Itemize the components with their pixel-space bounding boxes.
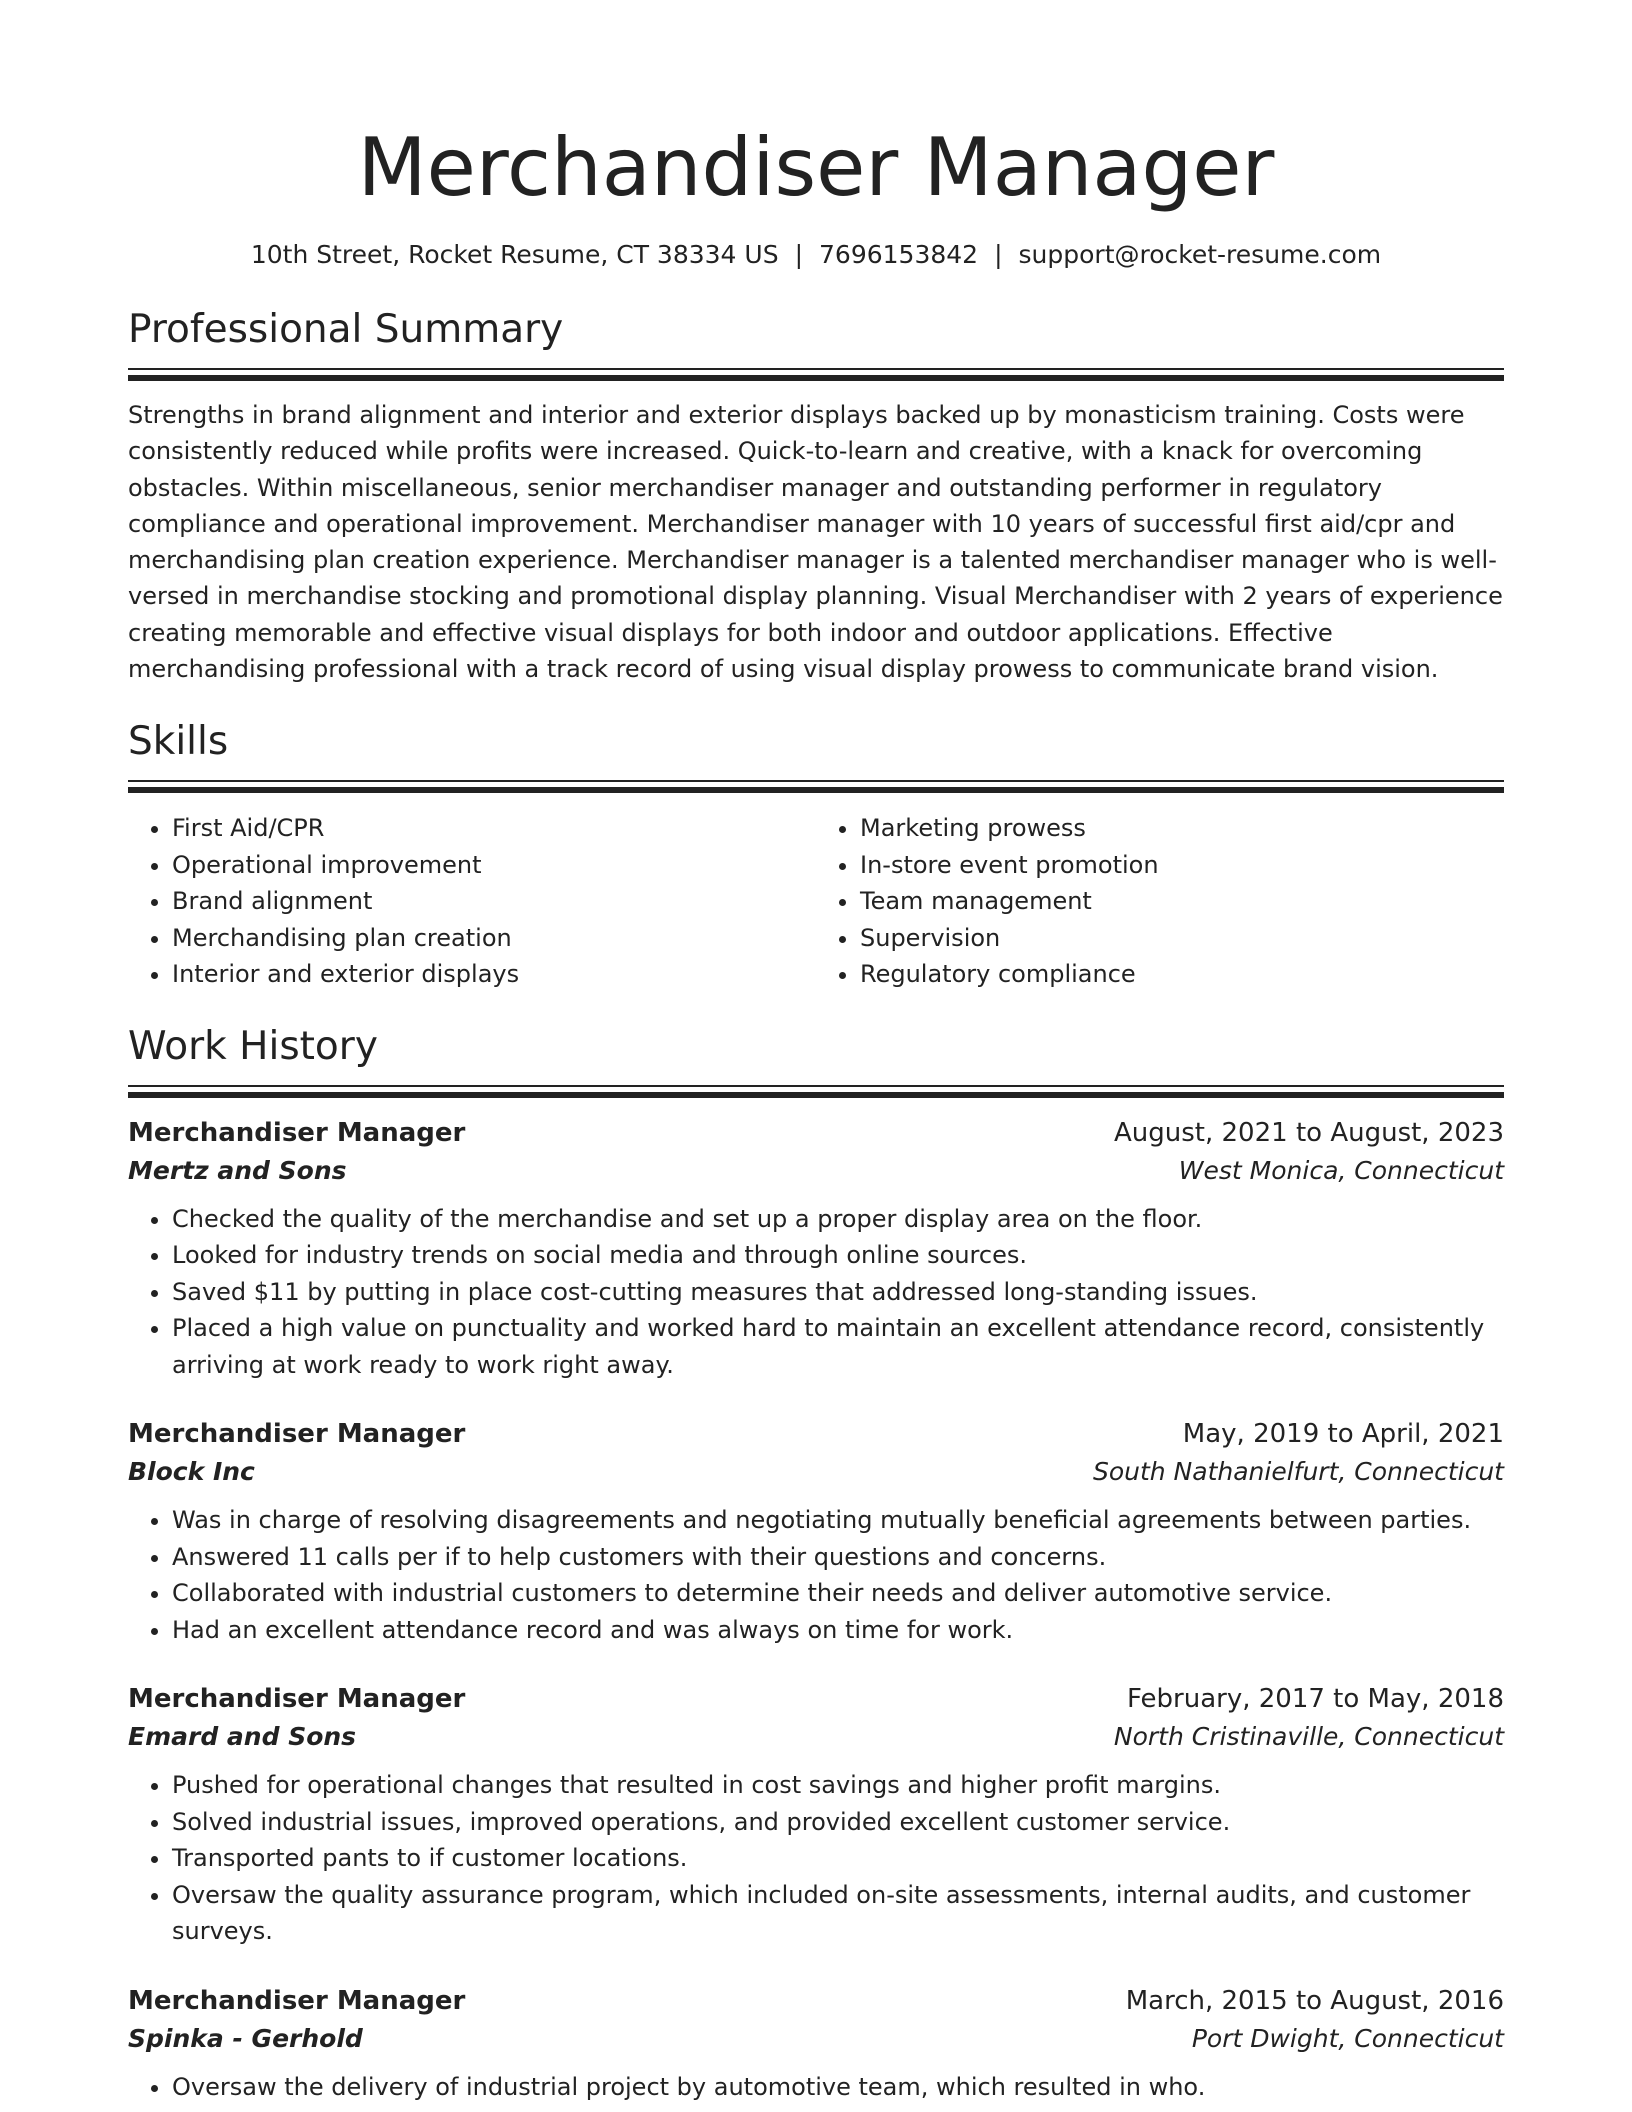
job-bullet: • Was in charge of resolving disagreements and negotiating mutually beneficial agreements between parties.: [172, 1502, 1504, 1539]
job-company: Spinka - Gerhold: [128, 2023, 363, 2053]
job-location: West Monica, Connecticut: [1178, 1155, 1504, 1185]
job-subheader: [128, 2020, 1504, 2058]
job-bullet: • Saved $11 by putting in place cost-cutting measures that addressed long-standing issues.: [172, 1274, 1504, 1311]
job-entry: [128, 1415, 1504, 1648]
email: support@rocket-resume.com: [1018, 240, 1382, 269]
skills-section: [128, 718, 1504, 993]
job-subheader: [128, 1453, 1504, 1491]
resume-page: [128, 0, 1504, 2105]
job-bullet: • Had an excellent attendance record and was always on time for work.: [172, 1612, 1504, 1649]
job-bullet: • Placed a high value on punctuality and worked hard to maintain an excellent attendance record, consistently arriving at work ready to work right away.: [172, 1310, 1504, 1383]
skill-item: • In-store event promotion: [860, 847, 1504, 884]
contact-separator: |: [994, 240, 1003, 269]
job-entry: [128, 1982, 1504, 2106]
job-company: Mertz and Sons: [128, 1155, 347, 1185]
job-entry: [128, 1680, 1504, 1950]
job-header: [128, 1680, 1504, 1718]
section-title-summary: Professional Summary: [128, 307, 564, 352]
job-company: Emard and Sons: [128, 1722, 357, 1752]
job-header: [128, 1415, 1504, 1453]
summary-text: Strengths in brand alignment and interior and exterior displays backed up by monasticism training. Costs were consistently reduced while profits were increased. Quick-to-learn and creative, with a knack for overcoming obstacles. Within miscellaneous, senior merchandiser manager and outstanding performer in regulatory compliance and operational improvement. Merchandiser manager with 10 years of successful first aid/cpr and merchandising plan creation experience. Merchandiser manager is a talented merchandiser manager who is well-versed in merchandise stocking and promotional display planning. Visual Merchandiser with 2 years of experience creating memorable and effective visual displays for both indoor and outdoor applications. Effective merchandising professional with a track record of using visual display prowess to communicate brand vision.: [128, 401, 1503, 684]
section-divider: [128, 1085, 1504, 1087]
summary-section: [128, 306, 1504, 687]
skills-list-right: [816, 810, 1504, 993]
skill-item: • Team management: [860, 883, 1504, 920]
section-divider: [128, 368, 1504, 370]
job-bullet: • Solved industrial issues, improved operations, and provided excellent customer service.: [172, 1804, 1504, 1841]
skill-item: • Merchandising plan creation: [172, 920, 816, 957]
job-bullets: [128, 1767, 1504, 1950]
job-bullet: • Oversaw the quality assurance program, which included on-site assessments, internal audits, and customer surveys.: [172, 1877, 1504, 1950]
job-bullet: • Transported pants to if customer locations.: [172, 1840, 1504, 1877]
job-dates: May, 2019 to April, 2021: [1182, 1419, 1504, 1450]
job-bullet: • Oversaw the delivery of industrial project by automotive team, which resulted in who.: [172, 2069, 1504, 2106]
job-company: Block Inc: [128, 1457, 255, 1487]
phone: 7696153842: [819, 240, 979, 269]
job-bullets: [128, 1201, 1504, 1384]
contact-line: [128, 238, 1504, 272]
section-divider-thick: [128, 1092, 1504, 1098]
section-divider-thick: [128, 375, 1504, 381]
job-location: South Nathanielfurt, Connecticut: [1092, 1457, 1504, 1487]
section-title-skills: Skills: [128, 719, 229, 765]
section-title-work: Work History: [128, 1023, 378, 1069]
job-bullets: [128, 2069, 1504, 2106]
candidate-name: Merchandiser Manager: [357, 121, 1275, 214]
job-entry: [128, 1114, 1504, 1384]
job-location: North Cristinaville, Connecticut: [1113, 1722, 1504, 1752]
job-bullets: [128, 1502, 1504, 1648]
skill-item: • Brand alignment: [172, 883, 816, 920]
skill-item: • Supervision: [860, 920, 1504, 957]
contact-separator: |: [794, 240, 804, 269]
skills-list-left: [128, 810, 816, 993]
job-header: [128, 1982, 1504, 2020]
job-title: Merchandiser Manager: [128, 1985, 466, 2016]
job-bullet: • Checked the quality of the merchandise and set up a proper display area on the floor.: [172, 1201, 1504, 1238]
job-title: Merchandiser Manager: [128, 1419, 466, 1450]
job-dates: August, 2021 to August, 2023: [1114, 1117, 1504, 1148]
job-bullet: • Pushed for operational changes that resulted in cost savings and higher profit margins.: [172, 1767, 1504, 1804]
skills-columns: [128, 810, 1504, 993]
job-subheader: [128, 1718, 1504, 1756]
skill-item: • First Aid/CPR: [172, 810, 816, 847]
skill-item: • Marketing prowess: [860, 810, 1504, 847]
job-subheader: [128, 1152, 1504, 1190]
job-bullet: • Answered 11 calls per if to help customers with their questions and concerns.: [172, 1539, 1504, 1576]
skill-item: • Regulatory compliance: [860, 956, 1504, 993]
section-divider-thick: [128, 787, 1504, 793]
job-bullet: • Collaborated with industrial customers to determine their needs and deliver automotive service.: [172, 1575, 1504, 1612]
skill-item: • Operational improvement: [172, 847, 816, 884]
job-location: Port Dwight, Connecticut: [1191, 2023, 1504, 2053]
job-dates: March, 2015 to August, 2016: [1125, 1985, 1504, 2016]
address: 10th Street, Rocket Resume, CT 38334 US: [250, 240, 779, 269]
section-divider: [128, 780, 1504, 782]
job-bullet: • Looked for industry trends on social media and through online sources.: [172, 1237, 1504, 1274]
job-title: Merchandiser Manager: [128, 1117, 466, 1148]
job-header: [128, 1114, 1504, 1152]
job-title: Merchandiser Manager: [128, 1684, 466, 1715]
job-dates: February, 2017 to May, 2018: [1127, 1684, 1504, 1715]
skill-item: • Interior and exterior displays: [172, 956, 816, 993]
work-section: [128, 1023, 1504, 2106]
